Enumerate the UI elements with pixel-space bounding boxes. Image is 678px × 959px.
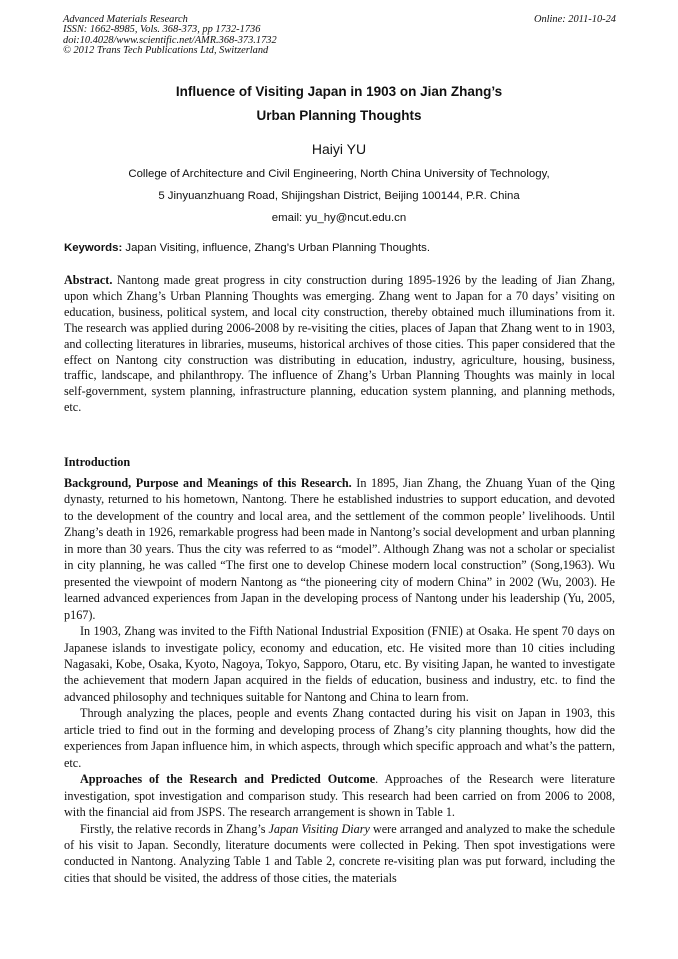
issn-line: ISSN: 1662-8985, Vols. 368-373, pp 1732-1736 [63, 24, 261, 36]
journal-header [63, 15, 616, 56]
abstract-label: Abstract. [64, 273, 113, 287]
affiliation-line-1: College of Architecture and Civil Engineering, North China University of Technology, [128, 168, 550, 180]
copyright-line: © 2012 Trans Tech Publications Ltd, Switzerland [63, 44, 269, 56]
author-name: Haiyi YU [311, 141, 367, 157]
author-email: email: yu_hy@ncut.edu.cn [271, 212, 407, 224]
online-date: Online: 2011-10-24 [533, 14, 616, 25]
keywords-text: Japan Visiting, influence, Zhang’s Urban Planning Thoughts. [122, 242, 430, 254]
affiliation-line-2: 5 Jinyuanzhuang Road, Shijingshan District, Beijing 100144, P.R. China [158, 190, 520, 202]
paragraph-heading: Background, Purpose and Meanings of this Research. [64, 476, 352, 490]
abstract-text: Nantong made great progress in city construction during 1895-1926 by the leading of Jian Zhang, upon which Zhang’s Urban Planning Thoughts was emerging. Zhang went to Japan for a 70 days’ visiting on education, business, political system, and local city construction, thereby obtained much illuminations from it. The research was applied during 2006-2008 by re-visiting the cities, places of Japan that Zhang went to in 1903, and collecting literatures in libraries, museums, historical archives of those cities. This paper considered that the effect on Nantong city construction was distributing in education, industry, agriculture, housing, business, traffic, landscape, and philanthropy. The influence of Zhang’s Urban Planning Thoughts was mainly in local self-government, system planning, infrastructure planning, education system planning, and planning methods, etc. [64, 273, 615, 415]
paragraph-text: In 1895, Jian Zhang, the Zhuang Yuan of the Qing dynasty, returned to his hometown, Nantong. There he established industries to support education, and devoted to the development of the country and local area, and the settlement of the common people’ livelihoods. Until Zhang’s death in 1926, remarkable progress had been made in Nantong’s social development and urban planning in more than 30 years. Thus the city was referred to as “model”. Although Zhang was not a scholar or specialist in city planning, he was called “The first one to develop Chinese modern local construction” (Song,1963). Wu presented the viewpoint of modern Nantong as “the pioneering city of modern China” in 2002 (Wu, 2003). He learned advanced experiences from Japan in the developing process of Nantong under his leadership (Yu, 2005, p167). [64, 476, 615, 622]
doi-line: doi:10.4028/www.scientific.net/AMR.368-373.1732 [63, 34, 277, 46]
paragraph: In 1903, Zhang was invited to the Fifth National Industrial Exposition (FNIE) at Osaka. He spent 70 days on Japanese islands to investigate policy, economy and education, etc. He visited more than 10 cities including Nagasaki, Kobe, Osaka, Kyoto, Nagoya, Tokyo, Sapporo, Otaru, etc. By visiting Japan, he wanted to investigate the achievement that modern Japan acquired in the fields of education, business and industry, etc. to find the advanced philosophy and techniques suitable for Nantong and China to learn from. [64, 624, 615, 704]
paragraph [64, 475, 615, 623]
title-line-1: Influence of Visiting Japan in 1903 on Jian Zhang’s [175, 84, 503, 99]
journal-name: Advanced Materials Research [63, 14, 188, 25]
paragraph: Through analyzing the places, people and events Zhang contacted during his visit on Japan in 1903, this article tried to find out in the forming and developing process of Zhang’s city planning thoughts, how did the experiences from Japan influence him, in which aspects, through which specific approach and what’s the pattern, etc. [64, 706, 615, 770]
section-heading-introduction: Introduction [64, 455, 131, 469]
paragraph-text: . Approaches of the Research were literature investigation, spot investigation and comparison study. This research had been carried on from 2006 to 2008, with the financial aid from JSPS. The research arrangement is shown in Table 1. [64, 772, 615, 820]
title-line-2: Urban Planning Thoughts [256, 108, 422, 123]
affiliation [40, 163, 638, 229]
paragraph-text: were arranged and analyzed to make the schedule of his visit to Japan. Secondly, literature documents were collected in Peking. Then spot investigations were conducted in Nantong. Analyzing Table 1 and Table 2, concrete re-visiting plan was put forward, including the cities that should be visited, the address of those cities, the materials [64, 821, 616, 885]
abstract [64, 273, 615, 416]
paragraph [64, 821, 615, 887]
paragraph-text: Firstly, the relative records in Zhang’s [80, 821, 269, 836]
paragraph-heading: Approaches of the Research and Predicted Outcome [80, 772, 376, 787]
paragraph [64, 771, 615, 820]
paper-title [60, 80, 618, 128]
introduction-body [64, 475, 615, 886]
keywords [64, 240, 616, 256]
keywords-label: Keywords: [64, 242, 123, 254]
diary-title: Japan Visiting Diary [268, 821, 370, 836]
